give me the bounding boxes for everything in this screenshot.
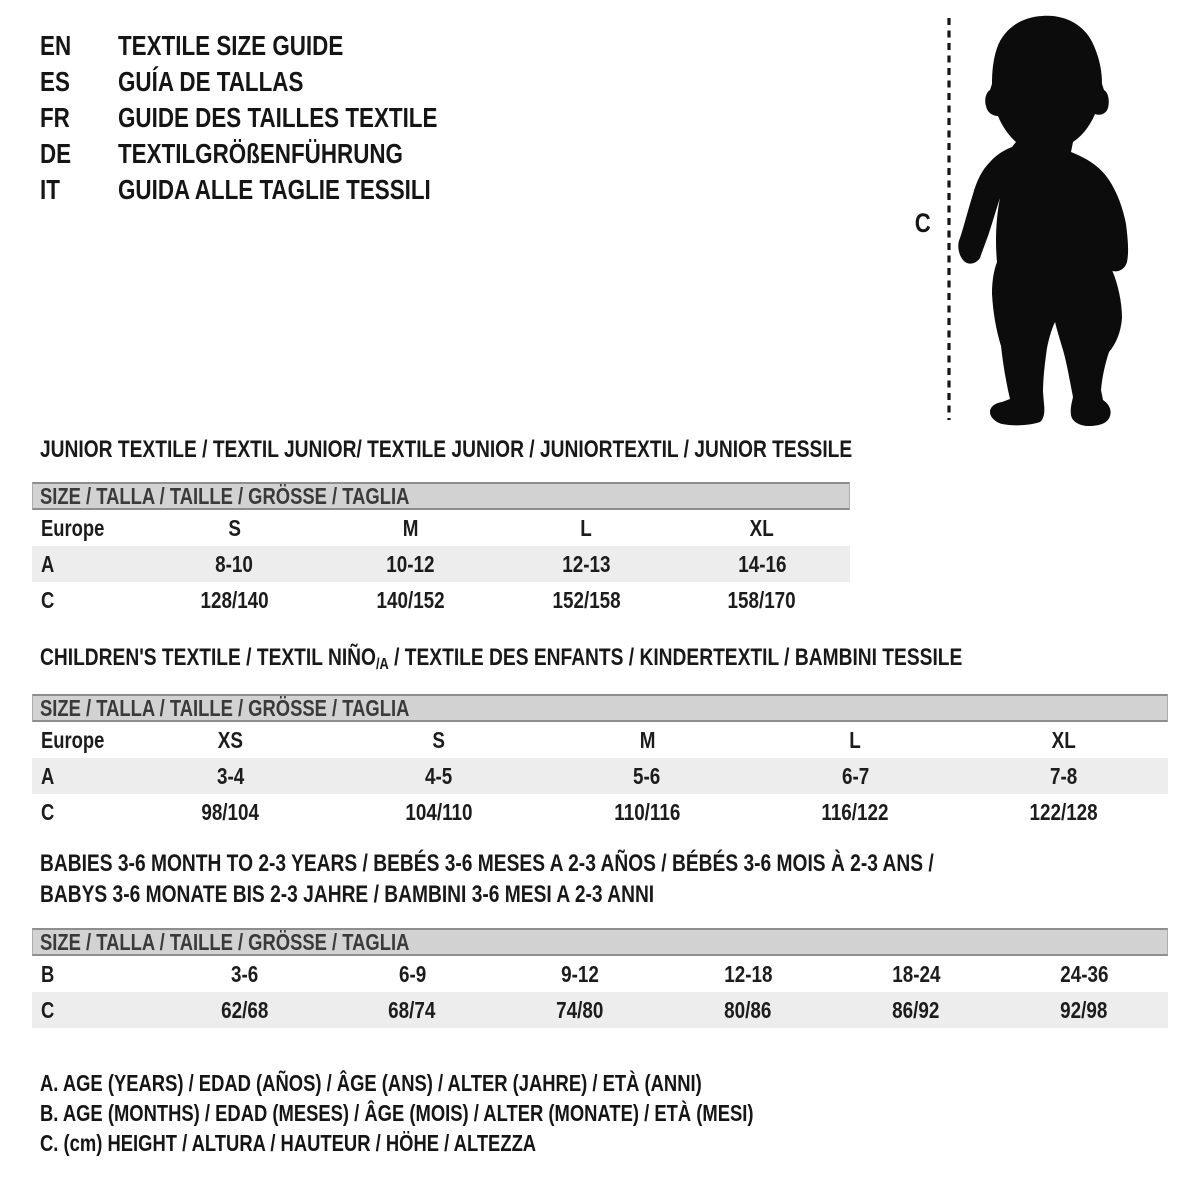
cell-value: 18-24 [891, 960, 941, 987]
language-header [40, 28, 517, 208]
cell-value: 14-16 [737, 550, 787, 577]
language-row-fr [40, 100, 517, 136]
cell-value: 12-18 [723, 960, 773, 987]
cell-value: L [849, 726, 862, 753]
cell-value: S [432, 726, 446, 753]
cell-value: 140/152 [376, 586, 445, 613]
table-row-age [32, 546, 850, 582]
cell-value: 128/140 [200, 586, 269, 613]
babies-section-heading [40, 850, 1157, 912]
cell-value: 24-36 [1059, 960, 1109, 987]
language-code: ES [40, 66, 70, 97]
guide-title-de: TEXTILGRÖßENFÜHRUNG [118, 138, 403, 169]
cell-value: 104/110 [405, 798, 473, 825]
guide-title-es: GUÍA DE TALLAS [118, 66, 304, 97]
junior-section-heading [40, 436, 1055, 464]
legend-age-years: A. AGE (YEARS) / EDAD (AÑOS) / ÂGE (ANS) / ALTER (JAHRE) / ETÀ (ANNI) [40, 1070, 702, 1096]
table-row-months [32, 956, 1168, 992]
babies-table [32, 956, 1168, 1028]
children-size-bar [32, 694, 1168, 722]
cell-value: 98/104 [201, 798, 260, 825]
table-row-age [32, 758, 1168, 794]
baby-silhouette-icon [954, 12, 1154, 432]
cell-value: XL [749, 514, 775, 541]
cell-value: 122/128 [1029, 798, 1098, 825]
language-code: DE [40, 138, 72, 169]
children-table [32, 722, 1168, 830]
table-row-height [32, 794, 1168, 830]
cell-value: 3-4 [216, 762, 245, 789]
babies-size-bar [32, 928, 1168, 956]
guide-title-it: GUIDA ALLE TAGLIE TESSILI [118, 174, 431, 205]
cell-value: 7-8 [1050, 762, 1078, 789]
cell-value: 62/68 [220, 996, 268, 1023]
row-label: C [41, 798, 55, 825]
children-size-table [32, 694, 1168, 830]
language-row-it [40, 172, 517, 208]
cell-value: 12-13 [562, 550, 611, 577]
cell-value: 4-5 [425, 762, 453, 789]
cell-value: 116/122 [821, 798, 889, 825]
height-dashed-line-icon [944, 16, 954, 422]
cell-value: 80/86 [724, 996, 772, 1023]
table-row-height [32, 992, 1168, 1028]
cell-value: 86/92 [892, 996, 940, 1023]
babies-heading-line1: BABIES 3-6 MONTH TO 2-3 YEARS / BEBÉS 3-6 MESES A 2-3 AÑOS / BÉBÉS 3-6 MOIS À 2-3 ANS / [40, 850, 934, 877]
cell-value: 110/116 [614, 798, 681, 825]
guide-title-en: TEXTILE SIZE GUIDE [118, 30, 344, 61]
size-bar-label: SIZE / TALLA / TAILLE / GRÖSSE / TAGLIA [40, 695, 410, 721]
children-heading-text: CHILDREN'S TEXTILE / TEXTIL NIÑO/A / TEXTILE DES ENFANTS / KINDERTEXTIL / BAMBINI TESSILE [40, 644, 963, 673]
junior-size-table [32, 482, 850, 618]
cell-value: 92/98 [1060, 996, 1108, 1023]
measure-c-label: C [915, 208, 931, 238]
cell-value: 68/74 [388, 996, 436, 1023]
row-label: C [41, 586, 55, 613]
language-code: EN [40, 30, 72, 61]
nino-a-subscript: /A [375, 656, 389, 673]
language-code: FR [40, 102, 70, 133]
row-label: A [41, 550, 55, 577]
cell-value: XL [1051, 726, 1076, 753]
children-section-heading [40, 644, 1193, 679]
measurement-legend [40, 1068, 932, 1158]
row-label: Europe [41, 726, 105, 753]
language-row-es [40, 64, 517, 100]
cell-value: S [228, 514, 241, 541]
row-label: Europe [41, 514, 105, 541]
cell-value: 74/80 [556, 996, 604, 1023]
cell-value: XS [217, 726, 244, 753]
row-label: C [41, 996, 55, 1023]
language-code: IT [40, 174, 60, 205]
cell-value: 9-12 [561, 960, 600, 987]
junior-size-bar [32, 482, 850, 510]
legend-age-months: B. AGE (MONTHS) / EDAD (MESES) / ÂGE (MOIS) / ALTER (MONATE) / ETÀ (MESI) [40, 1100, 754, 1126]
table-row-height [32, 582, 850, 618]
babies-size-table [32, 928, 1168, 1028]
cell-value: 152/158 [552, 586, 621, 613]
size-bar-label: SIZE / TALLA / TAILLE / GRÖSSE / TAGLIA [40, 483, 410, 509]
language-row-de [40, 136, 517, 172]
cell-value: 6-7 [841, 762, 870, 789]
cell-value: M [402, 514, 419, 541]
height-measure-figure [900, 10, 1170, 430]
junior-heading-text: JUNIOR TEXTILE / TEXTIL JUNIOR/ TEXTILE JUNIOR / JUNIORTEXTIL / JUNIOR TESSILE [40, 436, 853, 463]
babies-heading-line2: BABYS 3-6 MONATE BIS 2-3 JAHRE / BAMBINI 3-6 MESI A 2-3 ANNI [40, 881, 655, 908]
legend-height-cm: C. (cm) HEIGHT / ALTURA / HAUTEUR / HÖHE / ALTEZZA [40, 1130, 537, 1156]
language-row-en [40, 28, 517, 64]
cell-value: M [639, 726, 655, 753]
cell-value: 10-12 [386, 550, 435, 577]
cell-value: 8-10 [215, 550, 254, 577]
row-label: A [41, 762, 55, 789]
table-row-europe [32, 510, 850, 546]
row-label: B [41, 960, 55, 987]
size-bar-label: SIZE / TALLA / TAILLE / GRÖSSE / TAGLIA [40, 929, 410, 955]
cell-value: 158/170 [727, 586, 797, 613]
junior-table [32, 510, 850, 618]
cell-value: 6-9 [398, 960, 426, 987]
cell-value: 3-6 [230, 960, 258, 987]
cell-value: 5-6 [633, 762, 661, 789]
cell-value: L [580, 514, 592, 541]
table-row-europe [32, 722, 1168, 758]
guide-title-fr: GUIDE DES TAILLES TEXTILE [118, 102, 438, 133]
